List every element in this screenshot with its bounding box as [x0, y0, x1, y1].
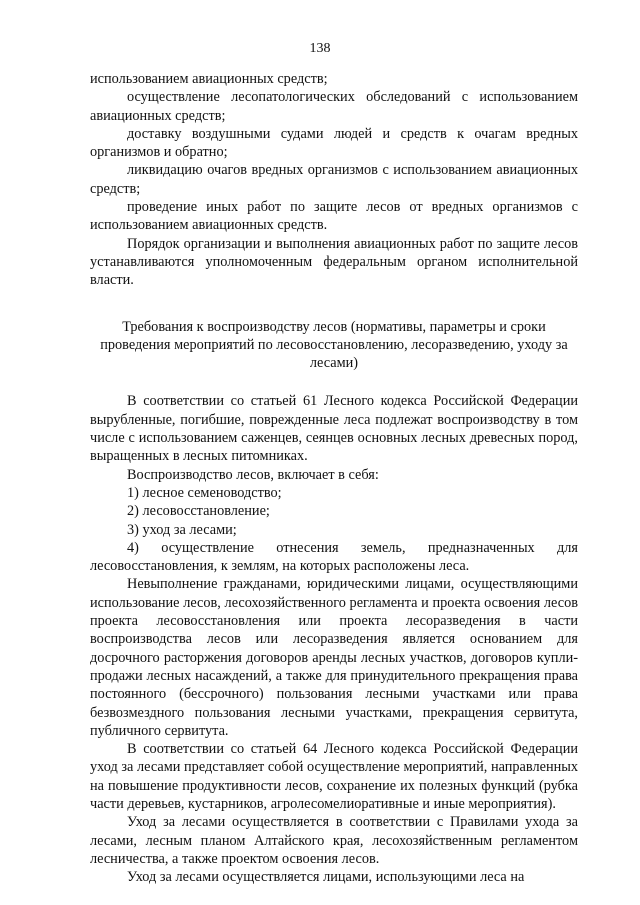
paragraph: осуществление лесопатологических обследований с использованием авиационных средств;: [90, 89, 578, 124]
paragraph: 1) лесное семеноводство;: [127, 484, 282, 501]
paragraph: Уход за лесами осуществляется в соответствии с Правилами ухода за лесами, лесным планом Алтайского края, лесохозяйственным регламентом лесничества, а также проектом освоения лесов.: [90, 814, 578, 867]
paragraph: 3) уход за лесами;: [127, 521, 237, 538]
paragraph: Порядок организации и выполнения авиационных работ по защите лесов устанавливаются уполномоченным федеральным органом исполнительной власти.: [90, 235, 578, 289]
paragraph: В соответствии со статьей 61 Лесного кодекса Российской Федерации вырубленные, погибшие, поврежденные леса подлежат воспроизводству в том числе с использованием саженцев, сеянцев основных лесных древесных пород, выращенных в лесных питомниках.: [90, 393, 578, 465]
document-body: [90, 70, 578, 886]
section-heading: Требования к воспроизводству лесов (нормативы, параметры и сроки проведения мероприятий по лесовосстановлению, лесоразведению, уходу за лесами): [100, 318, 568, 372]
paragraph-group-top: [90, 70, 578, 290]
paragraph: доставку воздушными судами людей и средств к очагам вредных организмов и обратно;: [90, 125, 578, 161]
paragraph: ликвидацию очагов вредных организмов с использованием авиационных средств;: [90, 162, 578, 197]
paragraph: 2) лесовосстановление;: [127, 503, 270, 520]
paragraph: Воспроизводство лесов, включает в себя:: [127, 466, 379, 483]
paragraph: Невыполнение гражданами, юридическими лицами, осуществляющими использование лесов, лесохозяйственного регламента и проекта освоения лесов проекта лесовосстановления или проекта лесоразведения в части воспроизводства лесов или лесоразведения является основанием для досрочного расторжения договоров аренды лесных участков, договоров купли-продажи лесных насаждений, а также для принудительного прекращения права постоянного (бессрочного) пользования лесными участками или права безвозмездного пользования лесными участками, прекращения сервитута, публичного сервитута.: [90, 576, 578, 739]
paragraph: В соответствии со статьей 64 Лесного кодекса Российской Федерации уход за лесами представляет собой осуществление мероприятий, направленных на повышение продуктивности лесов, сохранение их полезных функций (рубка части деревьев, кустарников, агролесомелиоративные и иные мероприятия).: [90, 741, 578, 812]
paragraph: использованием авиационных средств;: [90, 71, 328, 87]
paragraph: 4) осуществление отнесения земель, предназначенных для лесовосстановления, к землям, на которых расположены леса.: [90, 539, 578, 575]
page-number: 138: [309, 41, 331, 56]
paragraph: проведение иных работ по защите лесов от вредных организмов с использованием авиационных средств.: [90, 199, 578, 234]
paragraph-group-bottom: [90, 392, 578, 886]
paragraph: Уход за лесами осуществляется лицами, использующими леса на: [127, 869, 525, 886]
